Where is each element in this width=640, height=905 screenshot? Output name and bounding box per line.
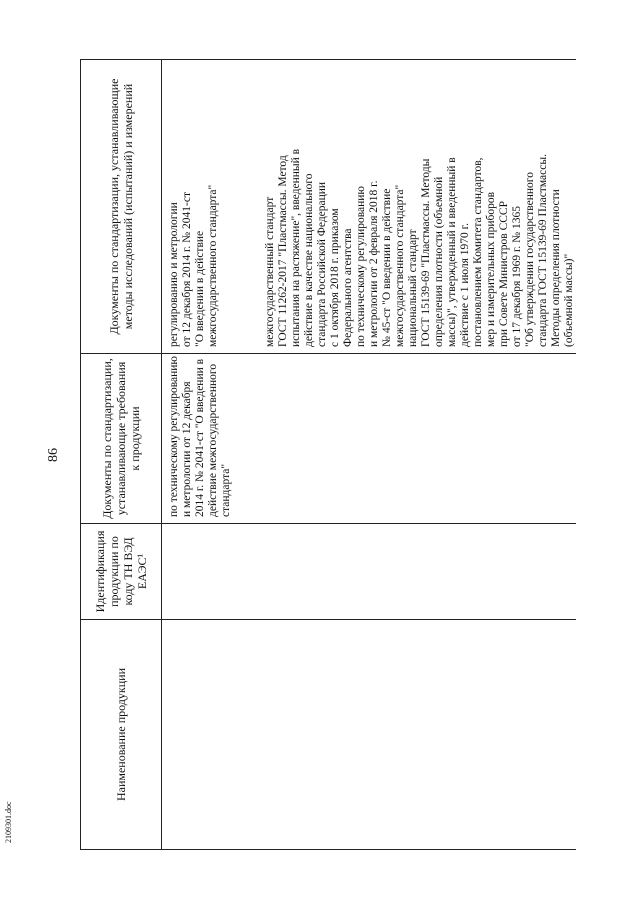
methods-line: межгосударственного стандарта" — [394, 184, 406, 347]
methods-line: Методы определения плотности — [550, 189, 562, 347]
requirements-line: стандарта" — [220, 463, 232, 517]
methods-line: по техническому регулированию — [355, 185, 367, 347]
methods-line: стандарта ГОСТ 15139-69 Пластмассы. — [537, 154, 549, 347]
methods-line: межгосударственный стандарт — [264, 196, 276, 347]
requirements-line: и метрологии от 12 декабря — [181, 381, 193, 517]
methods-line: межгосударственного стандарта" — [207, 184, 219, 347]
cell-tnved-code — [162, 524, 577, 620]
cell-methods — [162, 60, 577, 354]
methods-line: № 45-ст "О введении в действие — [381, 188, 393, 347]
header-product-name: Наименование продукции — [81, 620, 162, 850]
methods-line: с 1 октября 2018 г. приказом — [329, 208, 341, 347]
methods-line: определения плотности (объемной — [433, 176, 445, 347]
methods-line: (объемной массы)" — [563, 253, 575, 347]
cell-requirements — [162, 354, 577, 524]
standards-table — [80, 59, 576, 850]
methods-line: действие в качестве национального — [303, 173, 315, 347]
methods-line: действие с 1 июля 1970 г. — [459, 223, 471, 347]
requirements-line: действие межгосударственного — [207, 363, 219, 517]
methods-line: от 17 декабря 1969 г. № 1365 — [511, 205, 523, 347]
rotated-page — [46, 60, 575, 850]
methods-line: "О введении в действие — [194, 230, 206, 347]
methods-line: Федерального агентства — [342, 228, 354, 347]
methods-line: постановлением Комитета стандартов, — [472, 157, 484, 347]
methods-line: национальный стандарт — [407, 229, 419, 347]
page-number: 86 — [46, 448, 61, 462]
methods-line: ГОСТ 11262-2017 "Пластмассы. Метод — [277, 155, 289, 347]
requirements-line: 2014 г. № 2041-ст "О введении в — [194, 358, 206, 517]
methods-line: "Об утверждении государственного — [524, 172, 536, 347]
table-header-row — [81, 60, 162, 850]
table-row — [162, 60, 577, 850]
methods-line: массы)", утвержденный и введенный в — [446, 157, 458, 347]
methods-line: мер и измерительных приборов — [485, 191, 497, 347]
cell-product-name — [162, 620, 577, 850]
header-tnved-code: Идентификация продукции по коду ТН ВЭД ЕАЭС¹ — [81, 524, 162, 620]
header-methods-docs: Документы по стандартизации, устанавливающие методы исследований (испытаний) и измерений — [81, 60, 162, 354]
methods-line: и метрологии от 2 февраля 2018 г. — [368, 180, 380, 347]
methods-line: испытания на растяжение", введенный в — [290, 148, 302, 347]
footer-file-name: 2109301.doc — [4, 801, 13, 843]
paragraph-gap — [220, 66, 264, 347]
methods-line: стандарта Российской Федерации — [316, 181, 328, 347]
methods-line: регулированию и метрологии — [168, 202, 180, 347]
header-requirements-docs: Документы по стандартизации, устанавливающие требования к продукции — [81, 354, 162, 524]
methods-line: ГОСТ 15139-69 "Пластмассы. Методы — [420, 158, 432, 347]
requirements-line: по техническому регулированию — [168, 355, 180, 517]
methods-line: от 12 декабря 2014 г. № 2041-ст — [181, 192, 193, 347]
methods-line: при Совете Министров СССР — [498, 201, 510, 347]
